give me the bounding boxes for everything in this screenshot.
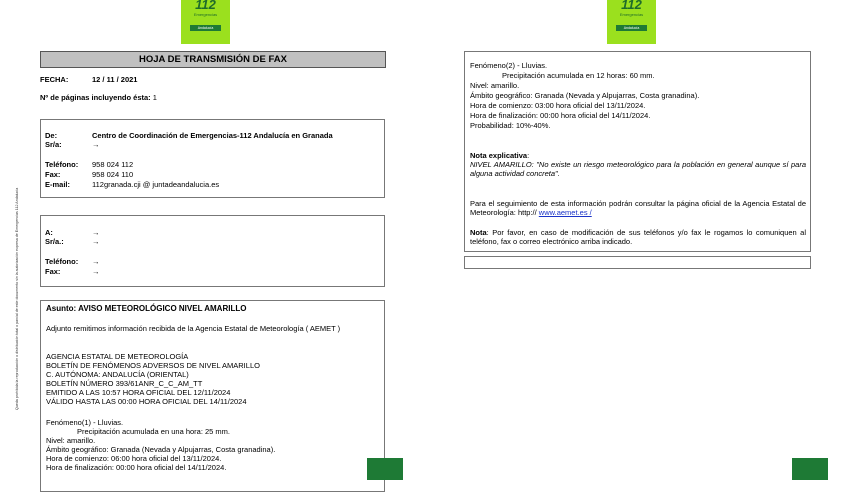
email-label: E-mail: [45, 180, 71, 189]
sra-arrow: → [92, 237, 100, 246]
from-box [40, 119, 385, 198]
fecha-value: 12 / 11 / 2021 [92, 75, 138, 84]
telefono-label: Teléfono: [45, 257, 79, 266]
fenomeno1-fin: Hora de finalización: 00:00 hora oficial del 14/11/2024. [46, 463, 227, 472]
asunto-value: AVISO METEOROLÓGICO NIVEL AMARILLO [78, 304, 247, 313]
nota-final-text: : Por favor, en caso de modificación de sus teléfonos y/o fax le rogamos lo comuniquen al teléfono, fax o correo electrónico arriba indicado. [470, 228, 806, 246]
logo-subtitle: Emergencias [619, 12, 644, 17]
asunto-box [40, 300, 385, 492]
bulletin-line: EMITIDO A LAS 10:57 HORA OFICIAL DEL 12/11/2024 [46, 388, 231, 397]
footer-green-bar-left [367, 458, 403, 480]
fenomeno1-ambito: Ámbito geográfico: Granada (Nevada y Alpujarras, Costa granadina). [46, 445, 276, 454]
fenomeno1-detail: Precipitación acumulada en una hora: 25 mm. [77, 427, 231, 436]
fenomeno2-nivel: Nivel: amarillo. [470, 81, 520, 90]
nota-final [470, 228, 806, 246]
fax-value: 958 024 110 [92, 170, 134, 179]
seguimiento-text [470, 199, 806, 217]
fenomeno1-nivel: Nivel: amarillo. [46, 436, 96, 445]
emergencias-112-logo-right [607, 0, 656, 44]
asunto-row [46, 304, 246, 313]
bulletin-line: AGENCIA ESTATAL DE METEOROLOGÍA [46, 352, 189, 361]
logo-band: Andalucía [616, 25, 647, 31]
footer-green-bar-right [792, 458, 828, 480]
empty-box [464, 256, 811, 269]
fax-arrow: → [92, 267, 100, 276]
paginas-row [40, 93, 157, 102]
email-value: 112granada.cji @ juntadeandalucia.es [92, 180, 220, 189]
fecha-label: FECHA: [40, 75, 69, 84]
side-legal-note: Queda prohibida la reproducción o distribución total o parcial de este documento sin la autorización expresa de Emergencias 112 Andalucía [15, 187, 19, 410]
asunto-label: Asunto: [46, 304, 77, 313]
fenomeno2-ambito: Ámbito geográfico: Granada (Nevada y Alpujarras, Costa granadina). [470, 91, 700, 100]
a-arrow: → [92, 228, 100, 237]
fenomeno1-comienzo: Hora de comienzo: 06:00 hora oficial del 13/11/2024. [46, 454, 222, 463]
fenomeno2-comienzo: Hora de comienzo: 03:00 hora oficial del 13/11/2024. [470, 101, 646, 110]
fenomeno2-detail: Precipitación acumulada en 12 horas: 60 mm. [502, 71, 655, 80]
sra-label: Sr/a: [45, 140, 62, 149]
nota-explicativa-text: NIVEL AMARILLO: "No existe un riesgo meteorológico para la población en general aunque sí para alguna actividad concreta". [470, 160, 806, 178]
fenomeno2-fin: Hora de finalización: 00:00 hora oficial del 14/11/2024. [470, 111, 651, 120]
paginas-value: 1 [152, 93, 157, 102]
sra-label: Sr/a.: [45, 237, 64, 246]
seguimiento-body: Para el seguimiento de esta información podrán consultar la página oficial de la Agencia Estatal de Meteorología: http:// [470, 199, 806, 217]
telefono-label: Teléfono: [45, 160, 79, 169]
bulletin-line: BOLETÍN NÚMERO 393/61ANR_C_C_AM_TT [46, 379, 203, 388]
de-value: Centro de Coordinación de Emergencias-112 Andalucía en Granada [92, 131, 333, 140]
fax-title: HOJA DE TRANSMISIÓN DE FAX [40, 51, 386, 68]
fenomeno1-title: Fenómeno(1) - Lluvias. [46, 418, 124, 427]
to-box [40, 215, 385, 287]
nota-colon: : [527, 151, 530, 160]
aemet-link[interactable]: www.aemet.es / [538, 208, 592, 217]
nota-explicativa-heading [470, 151, 529, 160]
fenomeno2-title: Fenómeno(2) - Lluvias. [470, 61, 548, 70]
logo-number: 112 [195, 0, 216, 12]
logo-number: 112 [621, 0, 642, 12]
logo-subtitle: Emergencias [193, 12, 218, 17]
bulletin-line: C. AUTÓNOMA: ANDALUCÍA (ORIENTAL) [46, 370, 189, 379]
asunto-intro: Adjunto remitimos información recibida de la Agencia Estatal de Meteorología ( AEMET ) [46, 324, 341, 333]
telefono-value: 958 024 112 [92, 160, 134, 169]
emergencias-112-logo-left [181, 0, 230, 44]
a-label: A: [45, 228, 53, 237]
de-label: De: [45, 131, 58, 140]
bulletin-line: VÁLIDO HASTA LAS 00:00 HORA OFICIAL DEL 14/11/2024 [46, 397, 247, 406]
continuation-box [464, 51, 811, 252]
fax-label: Fax: [45, 170, 61, 179]
paginas-label: Nº de páginas incluyendo ésta: [40, 93, 151, 102]
bulletin-line: BOLETÍN DE FENÓMENOS ADVERSOS DE NIVEL AMARILLO [46, 361, 260, 370]
telefono-arrow: → [92, 257, 100, 266]
fenomeno2-probabilidad: Probabilidad: 10%-40%. [470, 121, 551, 130]
nota-explicativa-label: Nota explicativa [470, 151, 528, 160]
sra-arrow: → [92, 140, 100, 149]
logo-band: Andalucía [190, 25, 221, 31]
nota-final-label: Nota [470, 228, 487, 237]
fax-label: Fax: [45, 267, 61, 276]
